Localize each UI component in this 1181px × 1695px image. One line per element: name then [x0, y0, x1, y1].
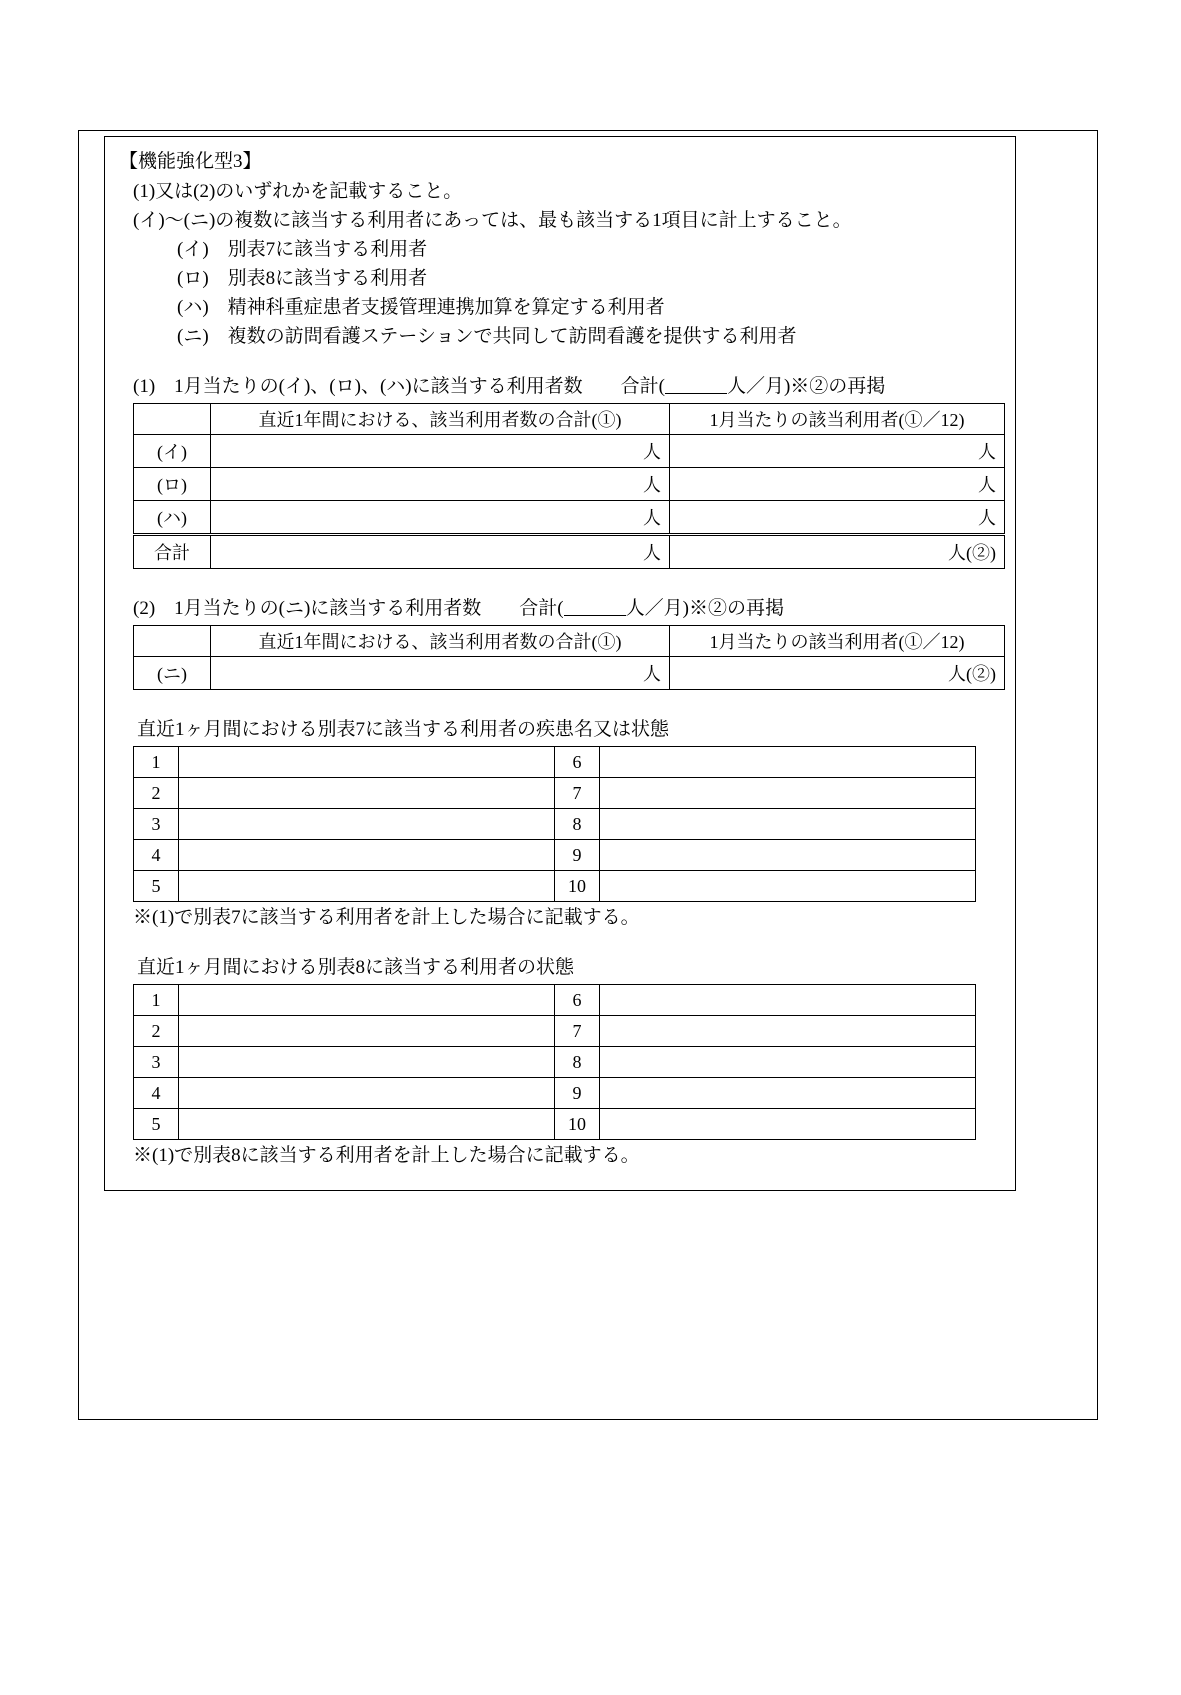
row-value-10[interactable] [600, 871, 976, 902]
section2-total-input[interactable] [564, 600, 626, 616]
section3-note: ※(1)で別表7に該当する利用者を計上した場合に記載する。 [133, 907, 640, 928]
row-ro-month-input[interactable]: 人 [670, 468, 1005, 501]
table-row [134, 501, 1005, 535]
section1-label [119, 373, 1001, 401]
row-label-ha: (ハ) [134, 501, 211, 535]
row-number-5: 5 [134, 1109, 179, 1140]
table-row [134, 435, 1005, 468]
list-item [134, 747, 976, 778]
table-row [134, 657, 1005, 690]
row-value-6[interactable] [600, 747, 976, 778]
row-number-2: 2 [134, 1016, 179, 1047]
header-year-total: 直近1年間における、該当利用者数の合計(①) [211, 404, 670, 435]
row-ni-month-input[interactable]: 人(②) [670, 657, 1005, 690]
header-corner [134, 626, 211, 657]
row-number-3: 3 [134, 809, 179, 840]
row-number-3: 3 [134, 1047, 179, 1078]
intro-line-2: (イ)〜(ニ)の複数に該当する利用者にあっては、最も該当する1項目に計上すること。 [133, 210, 852, 231]
table-header-row [134, 404, 1005, 435]
row-value-7[interactable] [600, 1016, 976, 1047]
row-ha-year-input[interactable]: 人 [211, 501, 670, 535]
row-value-4[interactable] [179, 1078, 555, 1109]
row-ni-year-input[interactable]: 人 [211, 657, 670, 690]
row-value-5[interactable] [179, 1109, 555, 1140]
table-row [134, 468, 1005, 501]
row-number-10: 10 [555, 871, 600, 902]
row-number-7: 7 [555, 778, 600, 809]
row-ha-month-input[interactable]: 人 [670, 501, 1005, 535]
section1-label-prefix: (1) 1月当たりの(イ)、(ロ)、(ハ)に該当する利用者数 合計( [133, 376, 665, 397]
list-item [134, 985, 976, 1016]
list-item [134, 840, 976, 871]
row-i-year-input[interactable]: 人 [211, 435, 670, 468]
header-year-total: 直近1年間における、該当利用者数の合計(①) [211, 626, 670, 657]
row-i-month-input[interactable]: 人 [670, 435, 1005, 468]
spacer [119, 932, 1001, 954]
row-number-2: 2 [134, 778, 179, 809]
row-value-4[interactable] [179, 840, 555, 871]
list-item [134, 871, 976, 902]
row-value-9[interactable] [600, 1078, 976, 1109]
row-total-month-input[interactable]: 人(②) [670, 535, 1005, 569]
row-label-total: 合計 [134, 535, 211, 569]
section2-label [119, 595, 1001, 623]
row-value-2[interactable] [179, 778, 555, 809]
row-value-1[interactable] [179, 747, 555, 778]
spacer [119, 351, 1001, 373]
row-number-5: 5 [134, 871, 179, 902]
list-item [134, 1047, 976, 1078]
section4-heading: 直近1ヶ月間における別表8に該当する利用者の状態 [137, 957, 575, 978]
header-month-avg: 1月当たりの該当利用者(①／12) [670, 626, 1005, 657]
row-value-8[interactable] [600, 1047, 976, 1078]
definition-item-ro: (ロ) 別表8に該当する利用者 [177, 268, 428, 289]
row-value-7[interactable] [600, 778, 976, 809]
section2-label-suffix: 人／月)※②の再掲 [625, 598, 784, 619]
intro-line-1: (1)又は(2)のいずれかを記載すること。 [133, 181, 463, 202]
row-number-4: 4 [134, 840, 179, 871]
definition-item-i: (イ) 別表7に該当する利用者 [177, 239, 428, 260]
list-item [134, 1016, 976, 1047]
form-content-area [104, 136, 1016, 1191]
row-number-4: 4 [134, 1078, 179, 1109]
list-item [134, 1109, 976, 1140]
section3-heading: 直近1ヶ月間における別表7に該当する利用者の疾患名又は状態 [137, 719, 670, 740]
section1-table [133, 403, 1005, 569]
list-item [134, 809, 976, 840]
row-number-9: 9 [555, 840, 600, 871]
section3-table [133, 746, 976, 902]
row-number-9: 9 [555, 1078, 600, 1109]
row-label-ro: (ロ) [134, 468, 211, 501]
row-value-9[interactable] [600, 840, 976, 871]
list-item [134, 778, 976, 809]
table-row-total [134, 535, 1005, 569]
table-header-row [134, 626, 1005, 657]
section1-label-suffix: 人／月)※②の再掲 [726, 376, 886, 397]
row-number-10: 10 [555, 1109, 600, 1140]
form-title: 【機能強化型3】 [119, 151, 262, 172]
row-value-10[interactable] [600, 1109, 976, 1140]
section1-total-input[interactable] [665, 378, 727, 394]
header-corner [134, 404, 211, 435]
row-number-6: 6 [555, 985, 600, 1016]
definition-item-ni: (ニ) 複数の訪問看護ステーションで共同して訪問看護を提供する利用者 [177, 326, 797, 347]
row-value-8[interactable] [600, 809, 976, 840]
row-number-8: 8 [555, 809, 600, 840]
definition-item-ha: (ハ) 精神科重症患者支援管理連携加算を算定する利用者 [177, 297, 665, 318]
row-value-3[interactable] [179, 1047, 555, 1078]
row-number-1: 1 [134, 985, 179, 1016]
row-value-1[interactable] [179, 985, 555, 1016]
row-total-year-input[interactable]: 人 [211, 535, 670, 569]
section2-table [133, 625, 1005, 690]
section4-table [133, 984, 976, 1140]
row-value-3[interactable] [179, 809, 555, 840]
row-number-7: 7 [555, 1016, 600, 1047]
section4-note: ※(1)で別表8に該当する利用者を計上した場合に記載する。 [133, 1145, 640, 1166]
section2-label-prefix: (2) 1月当たりの(ニ)に該当する利用者数 合計( [133, 598, 564, 619]
row-label-ni: (ニ) [134, 657, 211, 690]
row-value-5[interactable] [179, 871, 555, 902]
spacer [119, 690, 1001, 716]
header-month-avg: 1月当たりの該当利用者(①／12) [670, 404, 1005, 435]
list-item [134, 1078, 976, 1109]
row-label-i: (イ) [134, 435, 211, 468]
row-ro-year-input[interactable]: 人 [211, 468, 670, 501]
row-value-2[interactable] [179, 1016, 555, 1047]
row-value-6[interactable] [600, 985, 976, 1016]
row-number-6: 6 [555, 747, 600, 778]
row-number-8: 8 [555, 1047, 600, 1078]
spacer [119, 569, 1001, 595]
row-number-1: 1 [134, 747, 179, 778]
